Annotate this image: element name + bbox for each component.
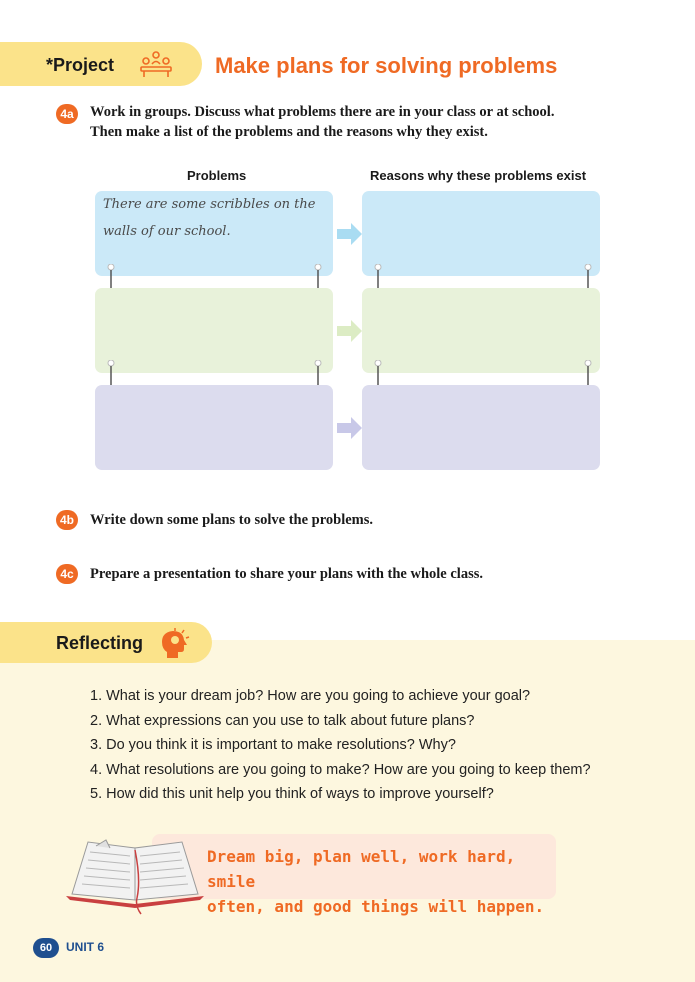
page-number: 60 xyxy=(33,938,59,958)
project-title: Make plans for solving problems xyxy=(215,53,558,78)
project-label: *Project xyxy=(46,55,115,75)
problem-1-line2: walls of our school. xyxy=(103,224,231,239)
list-item: 5. How did this unit help you think of ways to improve yourself? xyxy=(90,786,494,802)
list-item: 2. What expressions can you use to talk about future plans? xyxy=(90,712,475,729)
open-book-icon xyxy=(64,838,206,916)
reason-box-3[interactable] xyxy=(362,385,600,470)
task-4a-instruction-line1: Work in groups. Discuss what problems there are in your class or at school. xyxy=(90,104,555,120)
list-item: 1. What is your dream job? How are you going to achieve your goal? xyxy=(90,688,531,704)
reflecting-label: Reflecting xyxy=(56,633,144,653)
arrow-right-icon xyxy=(337,319,363,343)
quote-text xyxy=(207,844,547,919)
task-4b-badge: 4b xyxy=(56,510,78,530)
reason-box-1[interactable] xyxy=(362,191,600,276)
reflecting-questions xyxy=(90,684,650,807)
list-item: 4. What resolutions are you going to make? How are you going to keep them? xyxy=(90,761,591,778)
list-item: 3. Do you think it is important to make resolutions? Why? xyxy=(90,737,456,753)
task-4c-instruction: Prepare a presentation to share your plans with the whole class. xyxy=(90,566,483,582)
reason-box-2[interactable] xyxy=(362,288,600,373)
group-people-icon xyxy=(138,50,174,78)
task-4b-instruction: Write down some plans to solve the problems. xyxy=(90,512,374,528)
quote-line2: often, and good things will happen. xyxy=(207,897,545,916)
thinking-head-icon xyxy=(158,626,192,660)
arrow-right-icon xyxy=(337,416,363,440)
task-4a-badge: 4a xyxy=(56,104,78,124)
unit-label: UNIT 6 xyxy=(66,940,105,954)
arrow-right-icon xyxy=(337,222,363,246)
problem-box-2[interactable] xyxy=(95,288,333,373)
task-4c-badge: 4c xyxy=(56,564,78,584)
problems-column-header: Problems xyxy=(187,168,247,183)
quote-line1: Dream big, plan well, work hard, smile xyxy=(207,847,516,891)
problem-box-3[interactable] xyxy=(95,385,333,470)
reasons-column-header: Reasons why these problems exist xyxy=(370,168,587,183)
problem-1-line1: There are some scribbles on the xyxy=(103,197,316,212)
task-4a-instruction-line2: Then make a list of the problems and the reasons why they exist. xyxy=(90,124,488,140)
